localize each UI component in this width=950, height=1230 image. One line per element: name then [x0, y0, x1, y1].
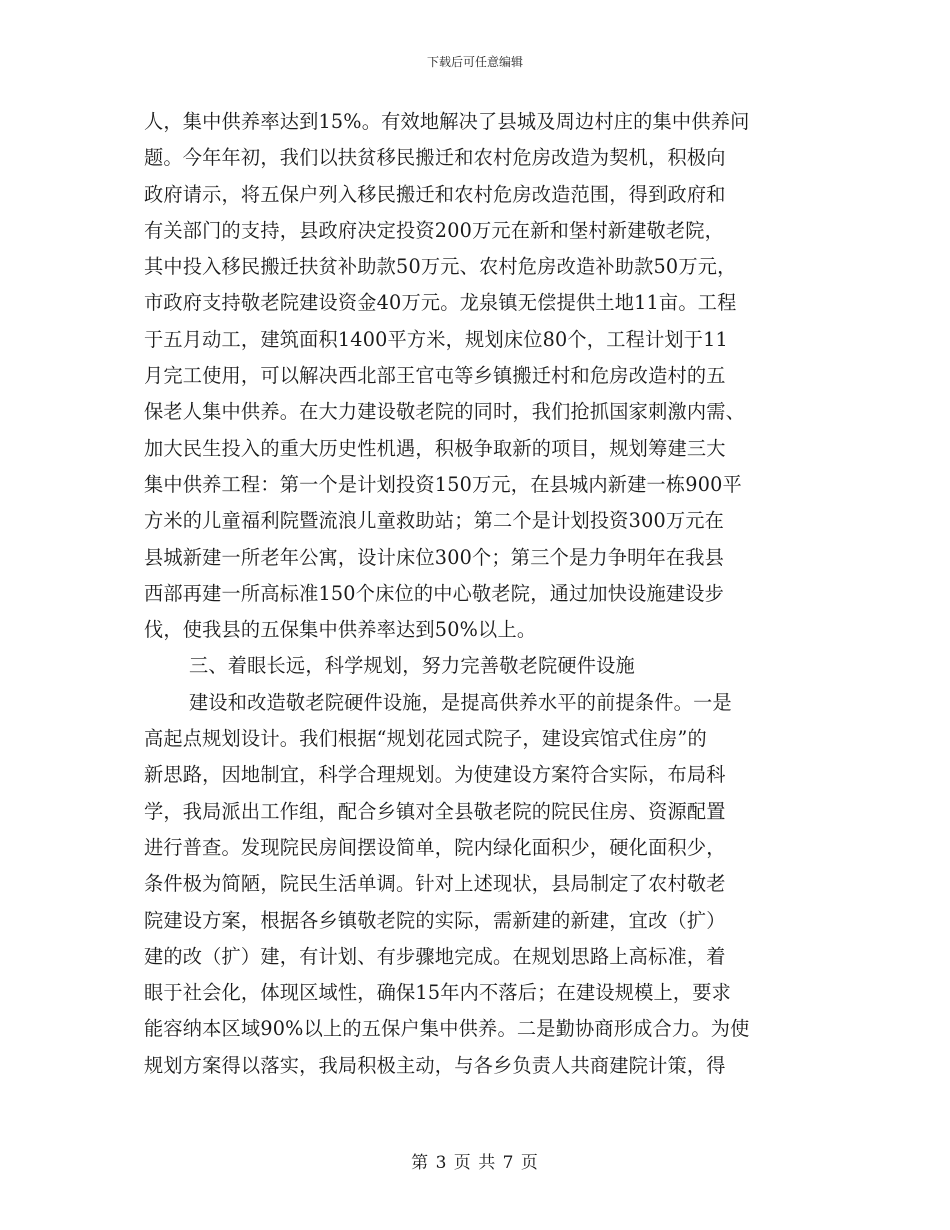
text-line: 市政府支持敬老院建设资金40万元。龙泉镇无偿提供土地11亩。工程 [144, 291, 737, 315]
text-line: 政府请示，将五保户列入移民搬迁和农村危房改造范围，得到政府和 [144, 182, 726, 206]
section-heading: 三、着眼长远，科学规划，努力完善敬老院硬件设施 [189, 654, 635, 678]
body-text [144, 104, 824, 1084]
page-number-footer: 第 3 页 共 7 页 [411, 1153, 539, 1173]
text-line: 人，集中供养率达到15%。有效地解决了县城及周边村庄的集中供养问 [144, 110, 750, 133]
text-line: 规划方案得以落实，我局积极主动，与各乡负责人共商建院计策，得 [144, 1053, 726, 1077]
page-header: 下载后可任意编辑 [426, 55, 523, 69]
paragraph-start-line: 建设和改造敬老院硬件设施，是提高供养水平的前提条件。一是 [189, 690, 732, 714]
text-line: 方米的儿童福利院暨流浪儿童救助站；第二个是计划投资300万元在 [144, 509, 725, 533]
text-line: 保老人集中供养。在大力建设敬老院的同时，我们抢抓国家刺激内需、 [144, 400, 746, 424]
text-line: 学，我局派出工作组，配合乡镇对全县敬老院的院民住房、资源配置 [144, 799, 726, 823]
text-line: 加大民生投入的重大历史性机遇，积极争取新的项目，规划筹建三大 [144, 436, 726, 460]
text-line: 能容纳本区域90%以上的五保户集中供养。二是勤协商形成合力。为使 [144, 1017, 750, 1041]
text-line: 有关部门的支持，县政府决定投资200万元在新和堡村新建敬老院， [144, 218, 725, 242]
text-line: 建的改（扩）建，有计划、有步骤地完成。在规划思路上高标准，着 [144, 944, 726, 968]
text-line: 高起点规划设计。我们根据“规划花园式院子，建设宾馆式住房”的 [144, 727, 707, 751]
text-line: 县城新建一所老年公寓，设计床位300个；第三个是力争明年在我县 [144, 545, 725, 569]
text-line: 条件极为简陋，院民生活单调。针对上述现状，县局制定了农村敬老 [144, 872, 726, 896]
text-line: 月完工使用，可以解决西北部王官屯等乡镇搬迁村和危房改造村的五 [144, 364, 726, 388]
text-line: 西部再建一所高标准150个床位的中心敬老院，通过加快设施建设步 [144, 581, 725, 605]
text-line: 其中投入移民搬迁扶贫补助款50万元、农村危房改造补助款50万元， [144, 255, 737, 279]
text-line: 新思路，因地制宜，科学合理规划。为使建设方案符合实际，布局科 [144, 763, 726, 787]
text-line: 伐，使我县的五保集中供养率达到50%以上。 [144, 618, 537, 642]
text-line: 眼于社会化，体现区域性，确保15年内不落后；在建设规模上，要求 [144, 981, 732, 1005]
text-line: 于五月动工，建筑面积1400平方米，规划床位80个，工程计划于11 [144, 327, 728, 351]
text-line: 集中供养工程：第一个是计划投资150万元，在县城内新建一栋900平 [144, 472, 742, 496]
text-line: 题。今年年初，我们以扶贫移民搬迁和农村危房改造为契机，积极向 [144, 146, 726, 170]
text-line: 院建设方案，根据各乡镇敬老院的实际，需新建的新建，宜改（扩） [144, 908, 726, 932]
text-line: 进行普查。发现院民房间摆设简单，院内绿化面积少，硬化面积少， [144, 835, 726, 859]
